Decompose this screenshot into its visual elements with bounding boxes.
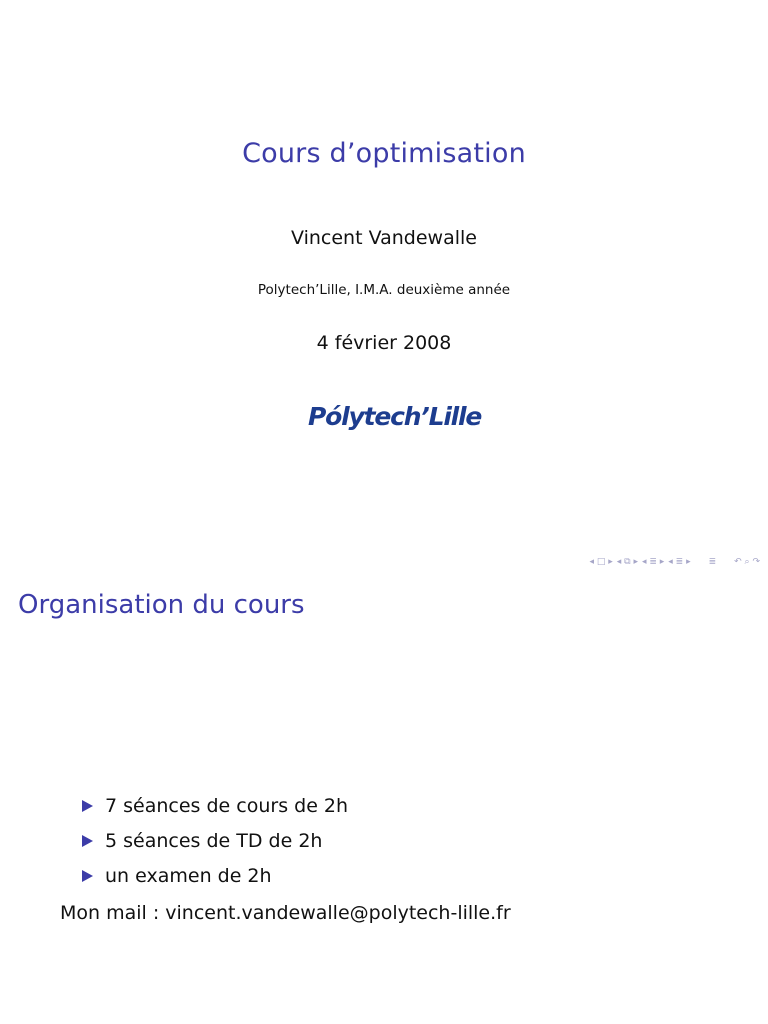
triangle-bullet-icon [82, 800, 93, 812]
triangle-bullet-icon [82, 835, 93, 847]
list-item [82, 788, 348, 823]
presentation-date: 4 février 2008 [316, 332, 452, 354]
list-item-text: 5 séances de TD de 2h [105, 829, 323, 852]
section-nav-icon[interactable]: ◂ ≣ ▸ [641, 557, 665, 567]
list-item-text: un examen de 2h [105, 864, 272, 887]
frame-title: Organisation du cours [18, 590, 305, 620]
author-name: Vincent Vandewalle [291, 227, 477, 249]
list-item-text: 7 séances de cours de 2h [105, 794, 349, 817]
bullet-list [82, 788, 348, 893]
triangle-bullet-icon [82, 870, 93, 882]
polytech-lille-logo [308, 400, 482, 446]
list-item [82, 823, 348, 858]
logo-text: Pólytech’Lille [308, 402, 482, 431]
institute: Polytech’Lille, I.M.A. deuxième année [257, 282, 511, 298]
email-line: Mon mail : vincent.vandewalle@polytech-lille.fr [60, 902, 511, 924]
frame-nav-icon[interactable]: ◂ □ ▸ [589, 557, 613, 567]
list-item [82, 858, 348, 893]
content-slide [0, 576, 768, 1024]
presentation-title: Cours d’optimisation [242, 138, 526, 169]
section-nav-icon-2[interactable]: ◂ ≣ ▸ [668, 557, 691, 567]
beamer-navigation-bar [590, 557, 760, 567]
search-nav-icon[interactable]: ↶ ⌕ ↷ [734, 557, 760, 567]
subsection-nav-icon[interactable]: ◂ ⧉ ▸ [616, 557, 638, 567]
document-nav-icon[interactable]: ≣ [708, 557, 717, 567]
